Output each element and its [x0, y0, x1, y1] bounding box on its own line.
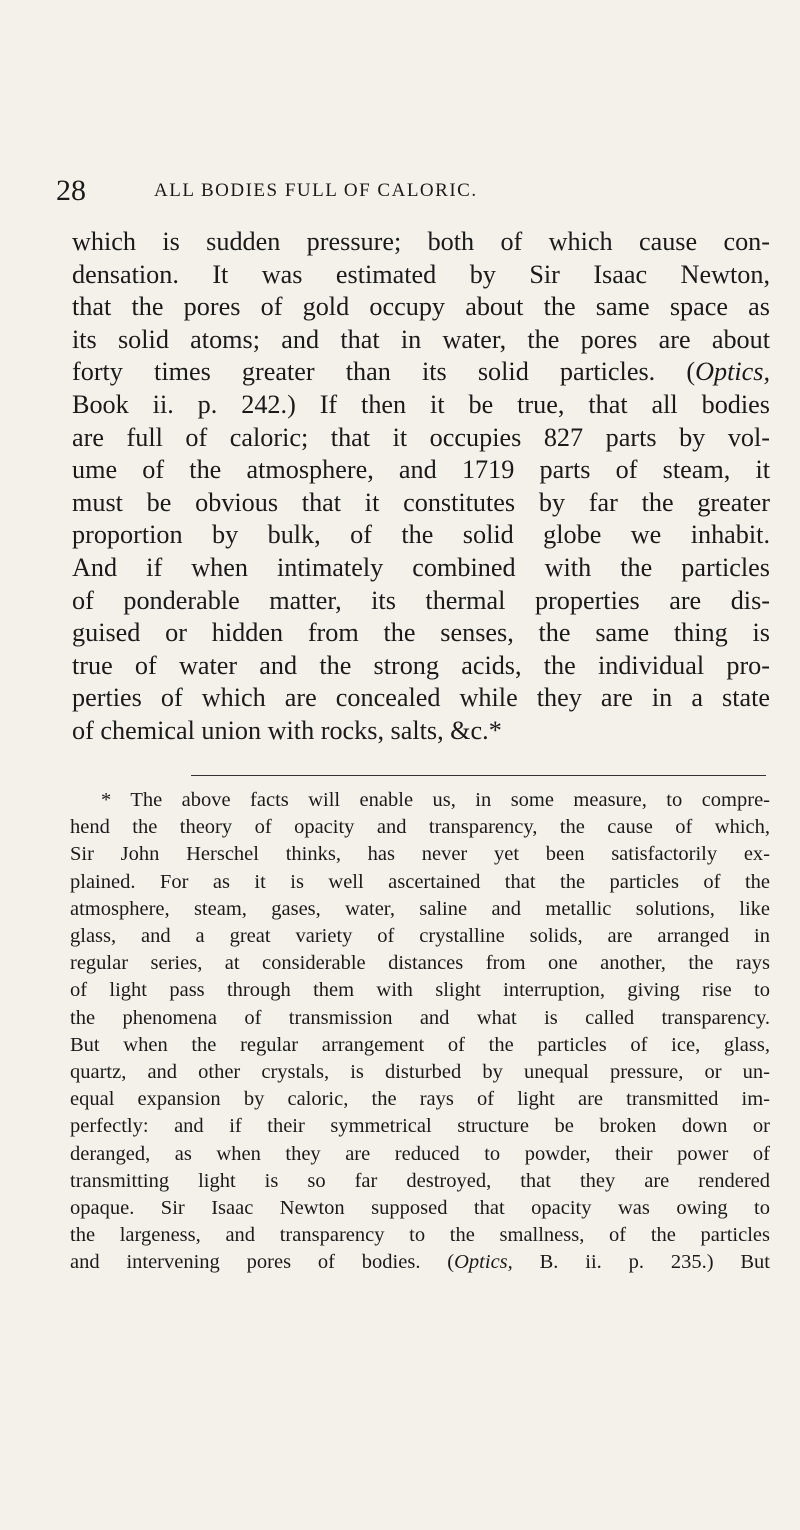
footnote-line: hend the theory of opacity and transparency, the cause of which, [70, 816, 770, 839]
page-header [56, 176, 756, 206]
footnote-line: * The above facts will enable us, in some measure, to compre- [101, 789, 770, 811]
footnote-line: regular series, at considerable distances from one another, the rays [70, 952, 770, 975]
footnote [70, 787, 770, 1277]
running-head: ALL BODIES FULL OF CALORIC. [154, 180, 478, 201]
footnote-line: perfectly: and if their symmetrical structure be broken down or [70, 1115, 770, 1138]
body-line: that the pores of gold occupy about the same space as [72, 292, 770, 322]
body-line: true of water and the strong acids, the individual pro- [72, 650, 770, 680]
footnote-line: plained. For as it is well ascertained that the particles of the [70, 870, 770, 893]
body-line: its solid atoms; and that in water, the pores are about [72, 324, 770, 354]
body-text [72, 226, 770, 748]
footnote-line: transmitting light is so far destroyed, that they are rendered [70, 1169, 770, 1192]
body-line: of chemical union with rocks, salts, &c.* [72, 715, 502, 745]
footnote-line: deranged, as when they are reduced to powder, their power of [70, 1142, 770, 1165]
body-line: of ponderable matter, its thermal properties are dis- [72, 585, 770, 615]
footnote-line: quartz, and other crystals, is disturbed by unequal pressure, or un- [70, 1061, 770, 1084]
citation-open: ( [686, 357, 696, 387]
body-line: are full of caloric; that it occupies 827 parts by vol- [72, 422, 770, 452]
footnote-line: the phenomena of transmission and what is called transparency. [70, 1006, 770, 1029]
page-number: 28 [56, 174, 86, 207]
body-line: guised or hidden from the senses, the same thing is [72, 618, 770, 648]
footnote-line: atmosphere, steam, gases, water, saline and metallic solutions, like [70, 897, 770, 920]
body-line: And if when intimately combined with the particles [72, 552, 770, 582]
footnote-line: glass, and a great variety of crystalline solids, are arranged in [70, 925, 770, 948]
footnote-citation-open: ( [447, 1251, 455, 1274]
body-line-with-citation [72, 356, 770, 389]
footnote-line: But when the regular arrangement of the particles of ice, glass, [70, 1033, 770, 1056]
body-line: which is sudden pressure; both of which cause con- [72, 227, 770, 256]
body-line: densation. It was estimated by Sir Isaac Newton, [72, 259, 770, 289]
footnote-citation-rest: B. ii. p. 235.) But [539, 1251, 770, 1274]
footnote-line: opaque. Sir Isaac Newton supposed that opacity was owing to [70, 1197, 770, 1220]
footnote-rule [191, 775, 766, 776]
footnote-line: equal expansion by caloric, the rays of light are transmitted im- [70, 1088, 770, 1111]
body-line: Book ii. p. 242.) If then it be true, that all bodies [72, 389, 770, 419]
body-line-text: forty times greater than its solid particles. [72, 357, 656, 387]
body-line: proportion by bulk, of the solid globe we inhabit. [72, 520, 770, 550]
body-line: perties of which are concealed while they are in a state [72, 683, 770, 713]
footnote-line: the largeness, and transparency to the smallness, of the particles [70, 1224, 770, 1247]
body-line: ume of the atmosphere, and 1719 parts of steam, it [72, 455, 770, 485]
citation-title: Optics, [695, 357, 770, 387]
footnote-line: Sir John Herschel thinks, has never yet been satisfactorily ex- [70, 843, 770, 866]
body-line: must be obvious that it constitutes by far the greater [72, 487, 770, 517]
footnote-line-text: and intervening pores of bodies. [70, 1251, 421, 1274]
footnote-line: of light pass through them with slight interruption, giving rise to [70, 979, 770, 1002]
footnote-citation-title: Optics, [454, 1251, 513, 1274]
footnote-line-with-citation [70, 1249, 770, 1276]
